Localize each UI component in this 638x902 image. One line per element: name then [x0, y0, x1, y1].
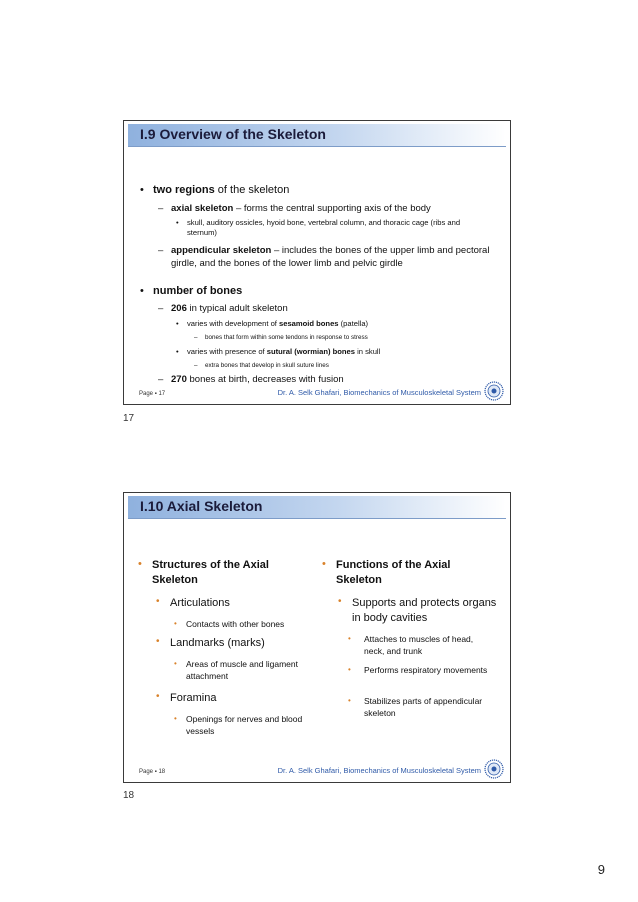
slide-number-17: 17	[123, 413, 135, 424]
slide-title-bar	[128, 496, 506, 519]
university-seal-icon	[484, 381, 504, 401]
slide-page-label: Page ▪ 17	[139, 391, 166, 397]
slide-title-bar	[128, 124, 506, 147]
functions-heading: Functions of the Axial Skeleton	[336, 559, 451, 586]
supports-item: Supports and protects organs in body cavities	[352, 597, 497, 624]
function-item-3: Stabilizes parts of appendicular skeleton	[364, 696, 483, 718]
slide-page-label: Page ▪ 18	[139, 769, 166, 775]
structures-heading: Structures of the Axial Skeleton	[152, 559, 269, 586]
articulations-sub: Contacts with other bones	[186, 619, 285, 629]
foramina-sub: Openings for nerves and blood vessels	[186, 714, 303, 736]
landmarks-sub: Areas of muscle and ligament attachment	[186, 659, 298, 681]
slide-number-18: 18	[123, 790, 135, 801]
articulations-item: Articulations	[170, 597, 230, 609]
foramina-item: Foramina	[170, 692, 217, 704]
function-item-1: Attaches to muscles of head, neck, and trunk	[364, 634, 474, 656]
slide-title: I.10 Axial Skeleton	[140, 498, 263, 514]
slide-author: Dr. A. Selk Ghafari, Biomechanics of Musculoskeletal System	[277, 766, 481, 775]
function-item-2: Performs respiratory movements	[364, 665, 488, 675]
landmarks-item: Landmarks (marks)	[170, 637, 265, 649]
university-seal-icon	[484, 759, 504, 779]
slide-author: Dr. A. Selk Ghafari, Biomechanics of Musculoskeletal System	[277, 388, 481, 397]
slide-title: I.9 Overview of the Skeleton	[140, 126, 326, 142]
page-number: 9	[597, 862, 605, 877]
slide-18: I.10 Axial Skeleton • Structures of the Axial Skeleton • Articulations • Contacts with other bones • Landmarks (marks) • Areas of muscle and ligament attachment • Foramina • Openings for nerves and blood vessels • Functions of the Axial Skeleton • Supports and protects organs in body cavities • Attaches to muscles of head, neck, and trunk • Performs respiratory movements • Stabilizes parts of appendicular skeleton Page ▪ 18 Dr. A. Selk Ghafari, Biomechanics of Musculoskeletal System	[123, 492, 511, 783]
slide-17: I.9 Overview of the Skeleton • two regions of the skeleton – axial skeleton – forms the central supporting axis of the body • skull, auditory ossicles, hyoid bone, vertebral column, and thoracic cage (ribs and sternum) – appendicular skeleton – includes the bones of the upper limb and pectoral girdle, and the bones of the lower limb and pelvic girdle • number of bones – 206 in typical adult skeleton • varies with development of sesamoid bones (patella) – bones that form within some tendons in response to stress • varies with presence of sutural (wormian) bones in skull – extra bones that develop in skull suture lines – 270 bones at birth, decreases with fusion Page ▪ 17 Dr. A. Selk Ghafari, Biomechanics of Musculoskeletal System	[123, 120, 511, 405]
